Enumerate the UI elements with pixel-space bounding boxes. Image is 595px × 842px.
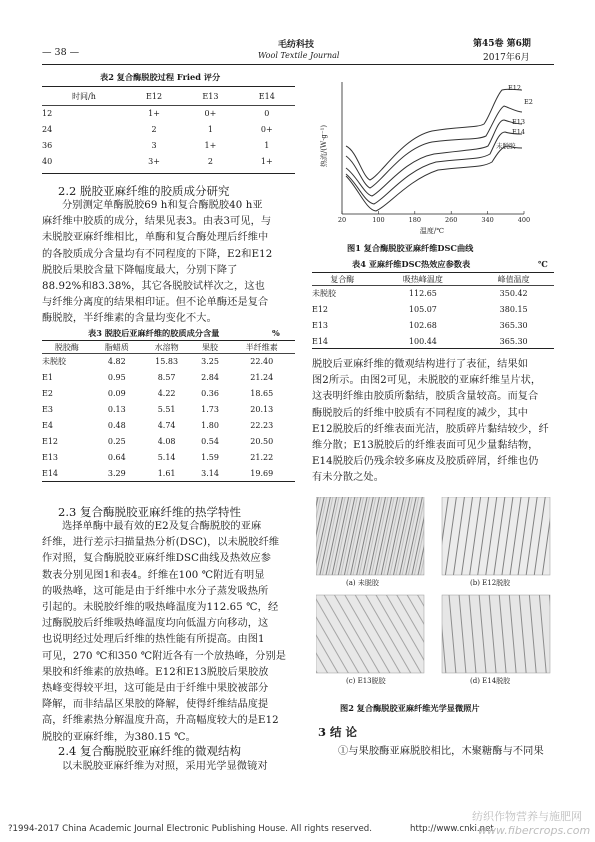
header-rule <box>42 64 554 65</box>
table-cell: 1.59 <box>201 452 219 462</box>
table-cell: 1.80 <box>201 420 219 430</box>
text-line: 酶脱胶后的纤维中胶质有不同程度的减少，其中 <box>312 407 529 419</box>
table4-caption: 表4 亚麻纤维DSC热效应参数表 <box>352 259 471 269</box>
table-header-cell: 时间/h <box>72 92 96 101</box>
table-header-cell: 果胶 <box>202 342 219 352</box>
watermark-url: www.fibercrops.com <box>478 824 591 837</box>
section-2-2-body <box>42 198 300 328</box>
section-2-4-continued <box>312 357 558 487</box>
table-cell: 0.13 <box>107 404 126 414</box>
table-cell: E4 <box>42 420 53 430</box>
text-line: 88.92%和83.38%，其它各脱胶试样次之，这也 <box>42 281 265 293</box>
text-line: 也说明经过处理后纤维的热性能有所提高。由图1 <box>42 634 265 646</box>
table-cell: 380.15 <box>499 304 528 314</box>
x-tick-label: 180 <box>408 216 422 224</box>
series-label: E2 <box>524 98 533 106</box>
table-cell: 3 <box>151 140 157 150</box>
table2-caption: 表2 复合酶脱胶过程 Fried 评分 <box>100 72 221 82</box>
text-line: 过酶脱胶后纤维吸热峰温度均向低温方向移动，这 <box>42 618 269 630</box>
table-cell: 40 <box>42 156 53 166</box>
table-cell: 1 <box>264 140 270 150</box>
figure2-label-b: (b) E12脱胶 <box>470 579 511 587</box>
table-cell: E14 <box>312 336 329 346</box>
text-line: 图2所示。由图2可见，未脱胶的亚麻纤维呈片状， <box>312 375 542 387</box>
table-row <box>42 385 295 401</box>
table-cell: 1+ <box>148 108 160 118</box>
table-row <box>42 401 295 417</box>
table-header-cell: E13 <box>202 92 219 101</box>
text-line: 的各胶质成分含量均有不同程度的下降，E2和E12 <box>42 248 273 260</box>
table-cell: E12 <box>42 436 59 446</box>
dsc-curve-e13 <box>346 120 522 196</box>
figure1-dsc-chart <box>312 76 552 236</box>
table-cell: E1 <box>42 372 53 382</box>
table-cell: 19.69 <box>250 468 274 478</box>
table-cell: 4.08 <box>157 436 176 446</box>
table-cell: 21.24 <box>250 372 274 382</box>
series-label: E14 <box>512 128 526 136</box>
section-3-body <box>318 744 558 760</box>
table-cell: 20.13 <box>250 404 274 414</box>
table-cell: 36 <box>42 140 53 150</box>
issue-date: 2017年6月 <box>483 53 530 63</box>
table-cell: 22.23 <box>250 420 274 430</box>
watermark-text: 纺织作物营养与施肥网 <box>472 810 582 823</box>
table-cell: 15.83 <box>155 356 179 366</box>
table-cell: 0 <box>264 108 270 118</box>
text-line: 麻纤维中胶质的成分，结果见表3。由表3可见，与 <box>42 216 272 228</box>
text-line: 以未脱胶亚麻纤维为对照，采用光学显微镜对 <box>62 761 268 772</box>
table-cell: 3.29 <box>107 468 126 478</box>
table-cell: E2 <box>42 388 53 398</box>
table-cell: 3+ <box>148 156 160 166</box>
table2-grid <box>42 88 295 169</box>
section-2-3-title: 2.3 复合酶脱胶亚麻纤维的热学特性 <box>58 505 241 519</box>
text-line: E14脱胶后仍残余较多麻皮及胶质碎屑，纤维也仍 <box>312 456 539 468</box>
table-cell: 1.61 <box>157 468 176 478</box>
table-cell: 1.73 <box>201 404 219 414</box>
text-line: 酶脱胶，半纤维素的含量均变化不大。 <box>42 313 217 325</box>
table-row <box>42 353 295 369</box>
table-cell: 0.36 <box>201 388 219 398</box>
figure1-xlabel: 温度/℃ <box>419 227 445 235</box>
table-header-cell: E12 <box>146 92 163 101</box>
table-cell: 112.65 <box>408 288 437 298</box>
table3-unit: % <box>272 328 280 338</box>
table-row <box>312 301 554 317</box>
text-line: 纤维，进行差示扫描量热分析(DSC)，以未脱胶纤维 <box>42 537 280 549</box>
table-row <box>312 317 554 333</box>
table-row <box>42 121 295 137</box>
text-line: 的吸热峰，这可能是由于纤维中水分子蒸发吸热所 <box>42 585 269 597</box>
table-header-cell: 水溶物 <box>154 342 179 352</box>
table-row <box>312 333 554 349</box>
text-line: 脱胶后果胶含量下降幅度最大，分别下降了 <box>42 264 238 276</box>
table-cell: 0.54 <box>201 436 219 446</box>
table-cell: 365.30 <box>499 336 528 346</box>
figure2-label-d: (d) E14脱胶 <box>470 677 511 685</box>
table-cell: 100.44 <box>408 336 437 346</box>
micrograph-b <box>442 497 550 575</box>
table-cell: 4.82 <box>107 356 126 366</box>
text-line: ①与果胶酶亚麻脱胶相比，木聚糖酶与不同果 <box>338 746 544 757</box>
text-line: 分别测定单酶脱胶69 h和复合酶脱胶40 h亚 <box>62 200 263 211</box>
table-cell: 2 <box>207 156 213 166</box>
text-line: 可见，270 ℃和350 ℃附近各有一个放热峰，分别是 <box>42 650 287 662</box>
section-2-3-body <box>42 519 300 746</box>
table-cell: 1+ <box>260 156 273 166</box>
table-cell: 未脱胶 <box>312 288 336 298</box>
table4-grid <box>312 273 554 349</box>
table4-unit: ℃ <box>538 259 548 269</box>
issue-volume: 第45卷 第6期 <box>473 39 531 49</box>
table-cell: 5.14 <box>157 452 176 462</box>
table-cell: 0.25 <box>107 436 126 446</box>
table-row <box>42 369 295 385</box>
text-line: 降解，而非结晶区果胶的降解，使得纤维结晶度提 <box>42 699 269 711</box>
micrograph-d <box>442 595 550 673</box>
table-header-cell: 复合酶 <box>330 274 355 284</box>
table-cell: 4.22 <box>157 388 176 398</box>
table3-caption: 表3 脱胶后亚麻纤维的胶质成分含量 <box>88 328 220 338</box>
x-tick-label: 260 <box>444 216 458 224</box>
table-cell: 12 <box>42 108 53 118</box>
text-line: 数表分别见图1和表4。纤维在100 ℃附近有明显 <box>42 569 265 581</box>
text-line: 选择单酶中最有效的E2及复合酶脱胶的亚麻 <box>62 521 262 532</box>
table-cell: E12 <box>312 304 329 314</box>
table-cell: 4.74 <box>157 420 176 430</box>
series-label: E12 <box>508 84 522 92</box>
table-row <box>42 433 295 449</box>
text-line: 高，纤维素热分解温度升高，升高幅度较大的是E12 <box>42 715 279 727</box>
table-cell: 3.14 <box>201 468 219 478</box>
table-row <box>42 153 295 169</box>
table-cell: 5.51 <box>157 404 176 414</box>
text-line: 脱胶的亚麻纤维，为380.15 ℃。 <box>42 731 196 743</box>
x-tick-label: 340 <box>481 216 494 224</box>
table-cell: 0.64 <box>107 452 126 462</box>
dsc-curve-e12 <box>346 89 522 180</box>
series-label: E13 <box>512 118 526 126</box>
table-row <box>42 449 295 465</box>
figure1-caption: 图1 复合酶脱胶亚麻纤维DSC曲线 <box>347 243 474 253</box>
section-2-2-title: 2.2 脱胶亚麻纤维的胶质成分研究 <box>58 184 230 198</box>
page-number: — 38 — <box>42 47 80 58</box>
table-cell: E14 <box>42 468 59 478</box>
table-cell: 22.40 <box>250 356 274 366</box>
table-cell: 1+ <box>204 140 217 150</box>
table-cell: 1 <box>207 124 213 134</box>
table-cell: 0.95 <box>107 372 126 382</box>
x-tick-label: 100 <box>372 216 385 224</box>
figure2-label-a: (a) 未脱胶 <box>346 579 379 587</box>
table-cell: E3 <box>42 404 53 414</box>
text-line: 未脱胶亚麻纤维相比，单酶和复合酶处理后纤维中 <box>42 232 269 244</box>
table-cell: 8.57 <box>157 372 176 382</box>
section-3-title: 3 结 论 <box>318 725 358 739</box>
journal-title-cn: 毛纺科技 <box>278 40 315 50</box>
table-header-cell: E14 <box>258 92 275 101</box>
table-cell: 20.50 <box>250 436 274 446</box>
figure2-label-c: (c) E13脱胶 <box>346 677 386 685</box>
figure2-panels <box>316 497 552 697</box>
table-header-cell: 脱胶酶 <box>54 342 79 352</box>
text-line: 作对照，复合酶脱胶亚麻纤维DSC曲线及热效应参 <box>42 553 271 565</box>
table-cell: 18.65 <box>250 388 274 398</box>
table-header-cell: 吸热峰温度 <box>402 274 443 284</box>
table-cell: 未脱胶 <box>42 356 66 366</box>
table-header-cell: 脂蜡质 <box>104 342 129 352</box>
figure1-ylabel: 热流/(W·g⁻¹) <box>320 124 328 168</box>
text-line: 有未分散之处。 <box>312 472 385 484</box>
table-cell: E13 <box>42 452 59 462</box>
table-cell: 2.84 <box>201 372 219 382</box>
table-cell: 0.48 <box>107 420 126 430</box>
table-cell: 105.07 <box>408 304 437 314</box>
table-cell: 102.68 <box>408 320 437 330</box>
text-line: 与纤维分离度的结果相印证。但不论单酶还是复合 <box>42 297 269 309</box>
figure2-micrographs <box>316 497 552 697</box>
table-cell: 24 <box>42 124 53 134</box>
table-cell: 3.25 <box>201 356 219 366</box>
figure2-caption: 图2 复合酶脱胶亚麻纤维光学显微照片 <box>340 703 480 713</box>
micrograph-c <box>316 595 424 673</box>
table-row <box>42 417 295 433</box>
copyright-footer: ?1994-2017 China Academic Journal Electronic Publishing House. All rights reserved. <box>8 824 372 834</box>
text-line: 果胶和纤维素的放热峰。E12和E13脱胶后果胶放 <box>42 666 269 678</box>
table-row <box>42 137 295 153</box>
text-line: E12脱胶后的纤维表面光洁，胶质碎片黏结较少，纤 <box>312 423 549 435</box>
table-cell: 365.30 <box>499 320 528 330</box>
section-2-4-body <box>42 759 300 775</box>
cnki-url: http://www.cnki.net <box>410 824 494 834</box>
table-row <box>42 105 295 121</box>
table-row <box>312 285 554 301</box>
table3-grid <box>42 341 295 481</box>
text-line: 热峰变得较平坦，这可能是由于纤维中果胶被部分 <box>42 683 269 695</box>
table-cell: 0+ <box>204 108 217 118</box>
table-cell: 0+ <box>260 124 273 134</box>
section-2-4-title: 2.4 复合酶脱胶亚麻纤维的微观结构 <box>58 744 241 758</box>
table-cell: 21.22 <box>250 452 274 462</box>
series-label: 未脱胶 <box>496 142 516 150</box>
text-line: 引起的。未脱胶纤维的吸热峰温度为112.65 ℃，经 <box>42 602 279 614</box>
table-cell: E13 <box>312 320 329 330</box>
table-cell: 350.42 <box>499 288 528 298</box>
x-tick-label: 20 <box>337 216 347 224</box>
text-line: 这表明纤维由胶质所黏结，胶质含量较高。而复合 <box>312 391 539 403</box>
table-header-cell: 峰值温度 <box>497 274 530 284</box>
table-header-cell: 半纤维素 <box>245 342 278 352</box>
table-cell: 2 <box>151 124 157 134</box>
micrograph-a <box>316 497 424 575</box>
table-row <box>42 465 295 481</box>
text-line: 维分散；E13脱胶后的纤维表面可见少量黏结物， <box>312 440 539 452</box>
text-line: 脱胶后亚麻纤维的微观结构进行了表征，结果如 <box>312 359 529 370</box>
table-cell: 0.09 <box>107 388 126 398</box>
journal-title-en: Wool Textile Journal <box>258 51 340 60</box>
x-tick-label: 400 <box>517 216 531 224</box>
